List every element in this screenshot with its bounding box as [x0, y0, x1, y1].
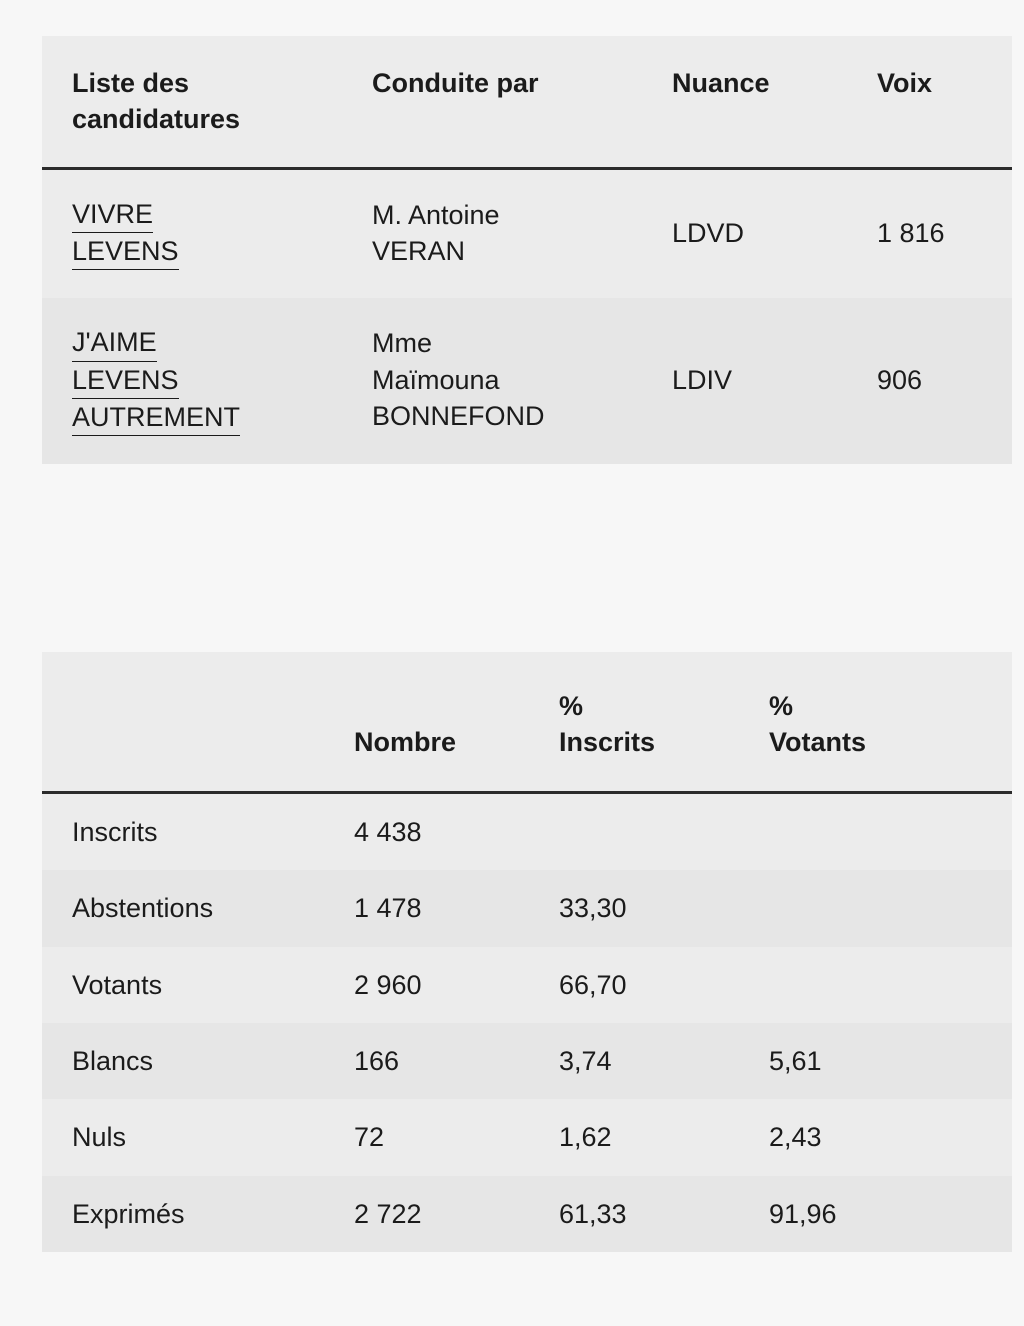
cell-pct-votants: 91,96: [769, 1176, 1012, 1252]
candidatures-header-row: [42, 36, 1012, 169]
column-header-nombre: [354, 652, 559, 792]
cell-pct-votants: 2,43: [769, 1099, 1012, 1175]
candidatures-table-head: [42, 36, 1012, 169]
participation-table-body: [42, 792, 1012, 1252]
table-row: [42, 1176, 1012, 1252]
cell-participation-label: Abstentions: [42, 870, 354, 946]
cell-nombre: 72: [354, 1099, 559, 1175]
participation-table: [42, 652, 1012, 1252]
cell-nombre: 2 722: [354, 1176, 559, 1252]
table-row: [42, 169, 1012, 299]
candidatures-table-body: [42, 169, 1012, 464]
table-row: [42, 1023, 1012, 1099]
cell-pct-votants: [769, 947, 1012, 1023]
conduite-line: M. Antoine: [372, 199, 500, 230]
cell-conduite-par: [372, 169, 672, 299]
column-header-voix-text: Voix: [877, 68, 933, 98]
cell-participation-label: Inscrits: [42, 792, 354, 870]
conduite-line: BONNEFOND: [372, 401, 545, 432]
column-header-pct-votants: [769, 652, 1012, 792]
column-header-nombre-text: Nombre: [354, 727, 457, 758]
cell-participation-label: Blancs: [42, 1023, 354, 1099]
column-header-conduite-par-text: Conduite par: [372, 68, 539, 98]
cell-participation-label: Exprimés: [42, 1176, 354, 1252]
column-header-pct-votants-line1: %: [769, 691, 794, 721]
cell-liste-name: [42, 298, 372, 463]
cell-nombre: 2 960: [354, 947, 559, 1023]
cell-pct-votants: [769, 792, 1012, 870]
conduite-line: Mme: [372, 328, 432, 358]
cell-conduite-par: [372, 298, 672, 463]
cell-nombre: 4 438: [354, 792, 559, 870]
column-header-participation-label: [42, 652, 354, 792]
cell-pct-votants: [769, 870, 1012, 946]
liste-name-line: LEVENS: [72, 234, 179, 270]
table-row: [42, 1099, 1012, 1175]
column-header-liste-line2: candidatures: [72, 103, 241, 134]
column-header-liste: [42, 36, 372, 169]
column-header-nuance-text: Nuance: [672, 68, 770, 98]
column-header-pct-inscrits: [559, 652, 769, 792]
cell-voix: 1 816: [877, 169, 1012, 299]
participation-table-head: [42, 652, 1012, 792]
column-header-liste-line1: Liste des: [72, 68, 190, 98]
cell-participation-label: Nuls: [42, 1099, 354, 1175]
cell-pct-inscrits: 3,74: [559, 1023, 769, 1099]
liste-name-line: LEVENS: [72, 363, 179, 399]
column-header-pct-inscrits-line1: %: [559, 691, 584, 721]
conduite-line: Maïmouna: [372, 364, 500, 395]
cell-pct-inscrits: 66,70: [559, 947, 769, 1023]
column-header-pct-votants-line2: Votants: [769, 727, 867, 758]
cell-participation-label: Votants: [42, 947, 354, 1023]
column-header-conduite-par: [372, 36, 672, 169]
table-row: [42, 792, 1012, 870]
cell-pct-inscrits: 1,62: [559, 1099, 769, 1175]
conduite-line: VERAN: [372, 236, 466, 267]
table-row: [42, 947, 1012, 1023]
cell-pct-inscrits: 33,30: [559, 870, 769, 946]
cell-nombre: 1 478: [354, 870, 559, 946]
candidatures-table: [42, 36, 1012, 464]
cell-nuance: LDIV: [672, 298, 877, 463]
cell-pct-inscrits: 61,33: [559, 1176, 769, 1252]
column-header-voix: [877, 36, 1012, 169]
participation-header-row: [42, 652, 1012, 792]
cell-voix: 906: [877, 298, 1012, 463]
cell-pct-inscrits: [559, 792, 769, 870]
liste-name-line: J'AIME: [72, 325, 157, 361]
cell-nuance: LDVD: [672, 169, 877, 299]
column-header-pct-inscrits-line2: Inscrits: [559, 727, 656, 758]
cell-nombre: 166: [354, 1023, 559, 1099]
cell-pct-votants: 5,61: [769, 1023, 1012, 1099]
cell-liste-name: [42, 169, 372, 299]
column-header-nuance: [672, 36, 877, 169]
table-row: [42, 298, 1012, 463]
liste-name-line: VIVRE: [72, 197, 153, 233]
table-row: [42, 870, 1012, 946]
liste-name-line: AUTREMENT: [72, 400, 240, 436]
